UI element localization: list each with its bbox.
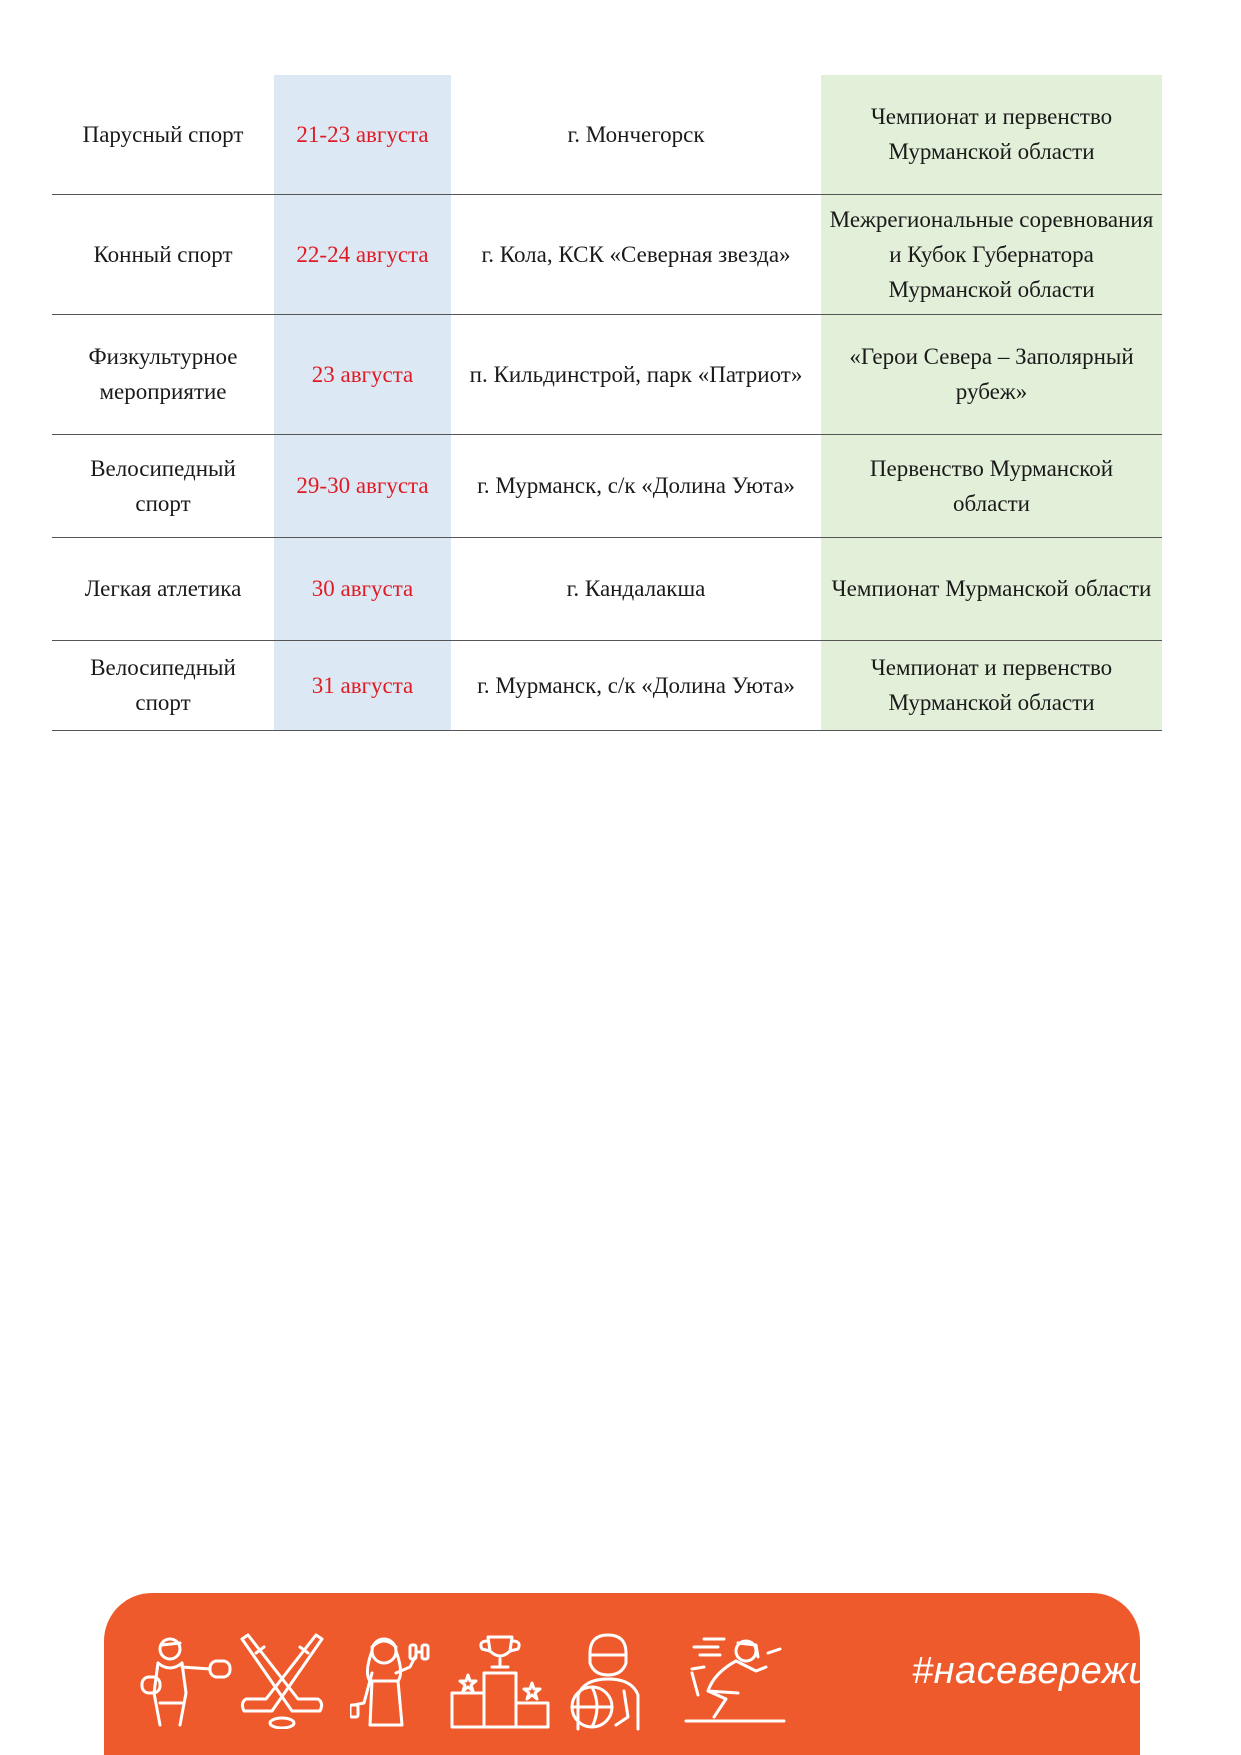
table-row	[52, 537, 1162, 640]
basketball-player-icon	[564, 1633, 644, 1733]
table-row	[52, 314, 1162, 434]
event-cell: Чемпионат и первенство Мурманской области	[821, 640, 1162, 730]
place-cell: г. Мурманск, с/к «Долина Уюта»	[451, 640, 821, 730]
sport-cell: Физкультурное мероприятие	[52, 314, 274, 434]
sport-cell: Парусный спорт	[52, 75, 274, 194]
hockey-sticks-icon	[234, 1633, 330, 1729]
place-cell: г. Мурманск, с/к «Долина Уюта»	[451, 434, 821, 537]
hashtag-text: #насевережить	[912, 1650, 1203, 1692]
date-cell: 31 августа	[274, 640, 451, 730]
events-table	[52, 75, 1162, 731]
event-cell: Чемпионат и первенство Мурманской области	[821, 75, 1162, 194]
date-cell: 22-24 августа	[274, 194, 451, 314]
table-row	[52, 194, 1162, 314]
sport-cell: Конный спорт	[52, 194, 274, 314]
event-cell: «Герои Севера – Заполярный рубеж»	[821, 314, 1162, 434]
skier-icon	[684, 1633, 788, 1729]
footer-banner	[104, 1593, 1203, 1755]
date-cell: 21-23 августа	[274, 75, 451, 194]
place-cell: г. Мончегорск	[451, 75, 821, 194]
event-cell: Чемпионат Мурманской области	[821, 537, 1162, 640]
event-cell: Межрегиональные соревнования и Кубок Губернатора Мурманской области	[821, 194, 1162, 314]
place-cell: г. Кандалакша	[451, 537, 821, 640]
event-cell: Первенство Мурманской области	[821, 434, 1162, 537]
table-row	[52, 640, 1162, 730]
sport-cell: Легкая атлетика	[52, 537, 274, 640]
date-cell: 30 августа	[274, 537, 451, 640]
boxing-icon	[140, 1633, 236, 1729]
sport-cell: Велосипедный спорт	[52, 434, 274, 537]
table-row	[52, 75, 1162, 194]
fitness-woman-icon	[350, 1633, 440, 1729]
place-cell: г. Кола, КСК «Северная звезда»	[451, 194, 821, 314]
date-cell: 29-30 августа	[274, 434, 451, 537]
date-cell: 23 августа	[274, 314, 451, 434]
podium-trophy-icon	[450, 1633, 550, 1729]
table-row	[52, 434, 1162, 537]
place-cell: п. Кильдинстрой, парк «Патриот»	[451, 314, 821, 434]
sport-cell: Велосипедный спорт	[52, 640, 274, 730]
